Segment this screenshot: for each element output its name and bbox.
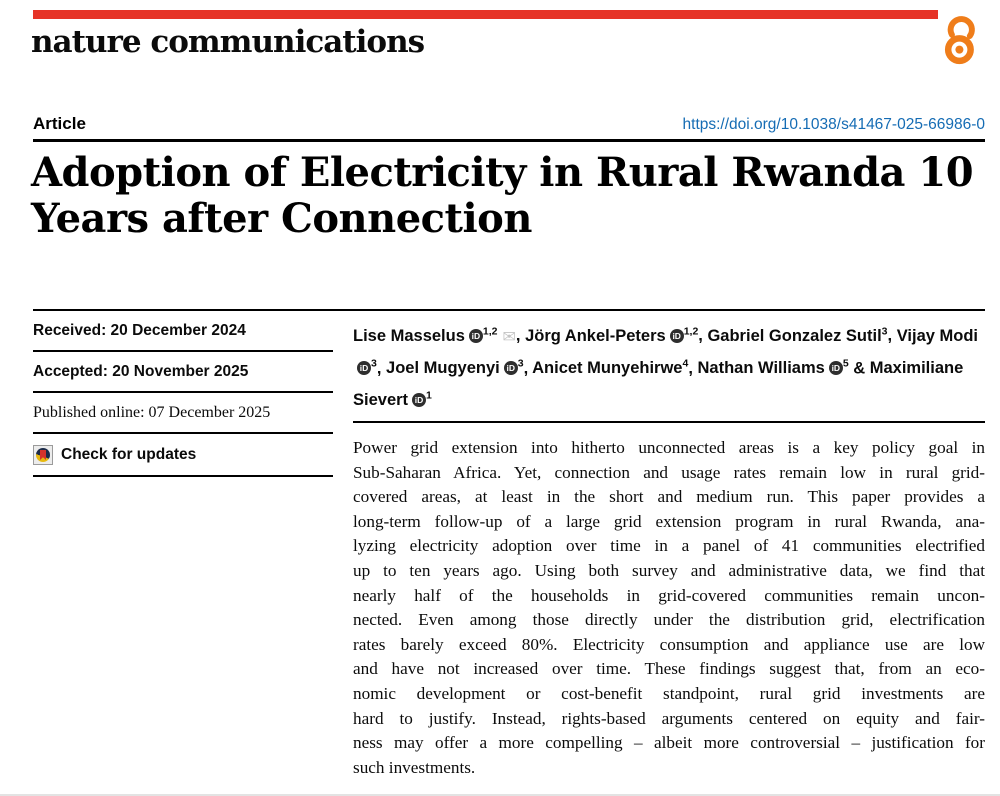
author bbox=[386, 359, 524, 377]
author-name: Lise Masselus bbox=[353, 326, 465, 345]
author-list: Lise Masselus iD $^{1,2}$ ✉, Jörg Ankel-Peters iD $^{1,2}$, Gabriel Gonzalez Sutil$^3$, Vijay ModiiD $^3$, Joel Mugyenyi iD $^3$, Anicet Munyehirwe$^4$, Nathan Williams iD $^5$ & Maximiliane Sievert iD $^1$ bbox=[353, 325, 978, 409]
author-name: Maximiliane Sievert bbox=[353, 359, 964, 409]
received-date: Received: 20 December 2024 bbox=[33, 311, 333, 352]
abstract-line: Sub-Saharan Africa. Yet, connection and usage rates remain low in rural grid- bbox=[353, 462, 985, 482]
crossmark-icon bbox=[33, 445, 53, 465]
abstract-line: nected. Even among those directly under the distribution grid, electrification bbox=[353, 610, 985, 630]
affiliation-superscript: 3 bbox=[517, 357, 524, 370]
journal-logo: nature communications bbox=[31, 24, 425, 60]
author bbox=[707, 327, 887, 345]
abstract-line: Power grid extension into hitherto unconnected areas is a key policy goal in bbox=[353, 438, 985, 457]
email-icon[interactable]: ✉ bbox=[502, 328, 516, 346]
author-name: Jörg Ankel-Peters bbox=[525, 326, 666, 345]
affiliation-superscript: 1,2 bbox=[683, 325, 699, 337]
article-type-label: Article bbox=[33, 114, 86, 133]
abstract-line: nomic development or cost-benefit standpoint, rural grid investments are bbox=[353, 683, 985, 703]
affiliation-superscript: 3 bbox=[881, 325, 888, 337]
orcid-icon[interactable]: iD bbox=[412, 393, 426, 407]
article-metadata bbox=[33, 311, 333, 477]
masthead-accent-bar bbox=[33, 10, 938, 19]
accepted-date: Accepted: 20 November 2025 bbox=[33, 352, 333, 393]
title-line-1: Adoption of Electricity in Rural Rwanda 10 bbox=[31, 149, 974, 196]
title-line-2: Years after Connection bbox=[31, 195, 532, 242]
check-for-updates-label: Check for updates bbox=[61, 446, 197, 463]
abstract-text bbox=[353, 421, 985, 780]
affiliation-superscript: 1 bbox=[426, 389, 432, 401]
author-name: Joel Mugyenyi bbox=[386, 359, 500, 377]
doi-link[interactable]: https://doi.org/10.1038/s41467-025-66986-0 bbox=[682, 116, 985, 133]
abstract-line: long-term follow-up of a large grid extension program in rural Rwanda, ana- bbox=[353, 511, 985, 531]
affiliation-superscript: 4 bbox=[682, 357, 689, 370]
header-rule bbox=[33, 139, 985, 142]
author bbox=[698, 359, 849, 377]
abstract-line: ness may offer a more compelling – albeit more controversial – justification for bbox=[353, 733, 985, 753]
orcid-icon[interactable]: iD bbox=[670, 329, 684, 343]
abstract-line: up to ten years ago. Using both survey and administrative data, we find that bbox=[353, 560, 985, 580]
orcid-icon[interactable]: iD bbox=[504, 361, 518, 375]
abstract-line: rates barely exceed 80%. Electricity consumption and appliance use are low bbox=[353, 634, 985, 654]
abstract-line: hard to justify. Instead, rights-based arguments centered on equity and fair- bbox=[353, 708, 985, 728]
check-for-updates-button[interactable] bbox=[33, 434, 333, 477]
open-access-icon bbox=[941, 13, 979, 70]
orcid-icon[interactable]: iD bbox=[469, 329, 483, 343]
published-date: Published online: 07 December 2025 bbox=[33, 393, 333, 434]
author-name: Nathan Williams bbox=[697, 359, 825, 377]
affiliation-superscript: 1,2 bbox=[482, 325, 498, 337]
abstract-line: lyzing electricity adoption over time in a panel of 41 communities electrified bbox=[353, 536, 985, 556]
abstract-line: and have not increased over time. These findings suggest that, from an eco- bbox=[353, 659, 985, 679]
affiliation-superscript: 5 bbox=[842, 357, 849, 370]
page-title bbox=[31, 150, 991, 242]
author bbox=[525, 327, 698, 345]
orcid-icon[interactable]: iD bbox=[829, 361, 843, 375]
affiliation-superscript: 3 bbox=[371, 357, 377, 370]
abstract-line: such investments. bbox=[353, 757, 476, 777]
author bbox=[353, 327, 516, 345]
abstract-line: nearly half of the households in grid-covered communities remain uncon- bbox=[353, 585, 985, 605]
abstract-line: covered areas, at least in the short and medium run. This paper provides a bbox=[353, 487, 985, 507]
author-name: Vijay Modi bbox=[896, 326, 978, 345]
author bbox=[532, 359, 688, 377]
author-name: Gabriel Gonzalez Sutil bbox=[707, 326, 882, 345]
orcid-icon[interactable]: iD bbox=[357, 361, 371, 375]
author-name: Anicet Munyehirwe bbox=[532, 359, 683, 377]
